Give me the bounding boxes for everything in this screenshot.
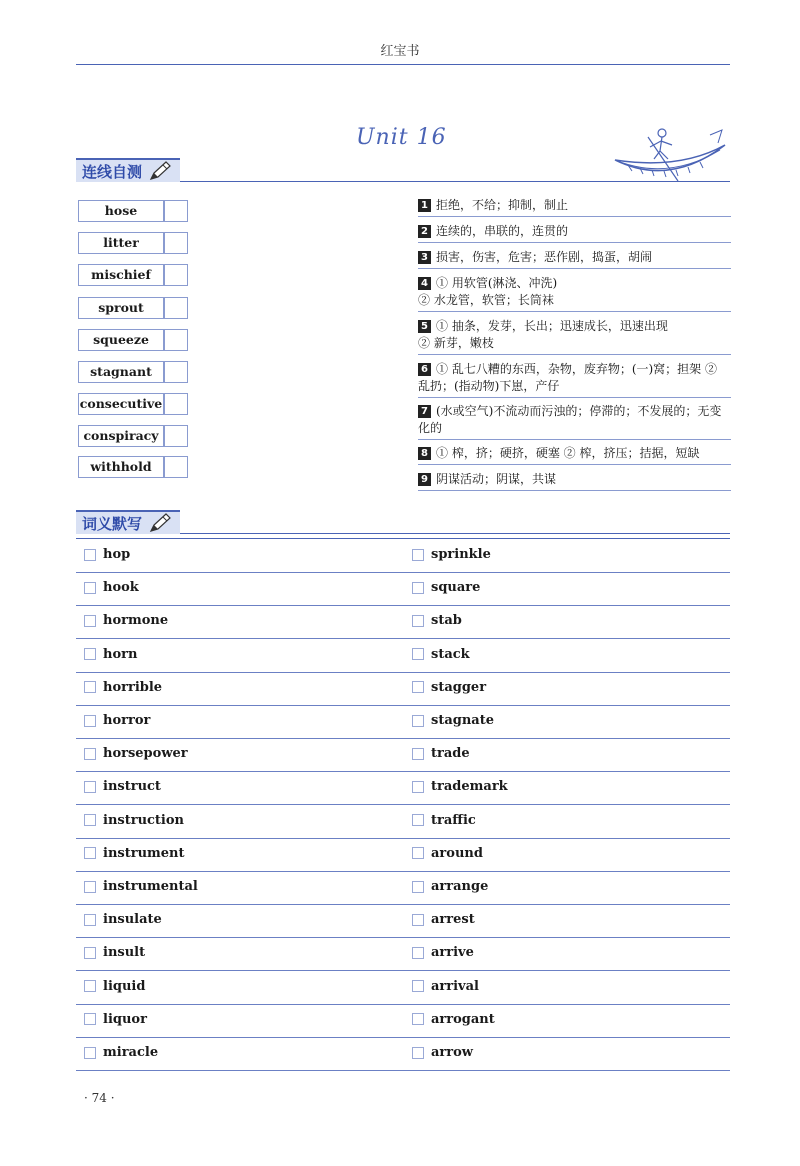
vocab-cell-right xyxy=(412,1045,473,1060)
checkbox[interactable] xyxy=(412,1013,424,1025)
header-rule xyxy=(76,64,730,65)
vocab-word: insulate xyxy=(103,912,162,928)
checkbox[interactable] xyxy=(412,681,424,693)
definition-item xyxy=(418,223,731,243)
checkbox[interactable] xyxy=(412,980,424,992)
vocab-row xyxy=(76,539,730,573)
vocab-word: miracle xyxy=(103,1045,159,1060)
definition-text: ① 乱七八糟的东西，杂物，废弃物；(一)窝；担架 ② 乱扔；(指动物)下崽，产仔 xyxy=(418,362,717,393)
vocab-row xyxy=(76,904,730,938)
matching-heading: 连线自测 xyxy=(82,162,143,181)
checkbox[interactable] xyxy=(84,1013,96,1025)
pencil-icon xyxy=(148,160,172,182)
checkbox[interactable] xyxy=(84,947,96,959)
vocab-word: sprinkle xyxy=(431,547,491,562)
vocab-word: stab xyxy=(431,613,462,629)
checkbox[interactable] xyxy=(412,615,424,627)
checkbox[interactable] xyxy=(412,715,424,727)
vocab-cell-right xyxy=(412,613,462,628)
definition-item xyxy=(418,445,731,465)
vocab-word: liquor xyxy=(103,1011,147,1027)
vocab-cell-right xyxy=(412,746,470,761)
vocab-word: horrible xyxy=(103,679,163,695)
vocab-cell-right xyxy=(412,945,474,960)
vocab-cell-left xyxy=(84,779,161,794)
vocab-word: instruct xyxy=(103,779,161,795)
checkbox[interactable] xyxy=(412,648,424,660)
vocab-cell-right xyxy=(412,879,488,894)
checkbox[interactable] xyxy=(84,615,96,627)
vocab-row xyxy=(76,572,730,606)
definition-text: 拒绝，不给；抑制，制止 xyxy=(436,198,569,212)
checkbox[interactable] xyxy=(84,748,96,760)
checkbox[interactable] xyxy=(84,980,96,992)
definition-text: 连续的，串联的，连贯的 xyxy=(436,224,569,238)
definition-text: 损害，伤害，危害；恶作剧，捣蛋，胡闹 xyxy=(436,250,653,264)
definition-number: 2 xyxy=(418,225,431,238)
vocab-cell-left xyxy=(84,945,145,960)
vocab-row xyxy=(76,705,730,739)
definition-item xyxy=(418,249,731,269)
vocab-word: horror xyxy=(103,713,151,728)
vocab-word: arrogant xyxy=(431,1011,495,1027)
definition-item xyxy=(418,471,731,491)
vocab-cell-left xyxy=(84,580,139,595)
vocab-row xyxy=(76,738,730,772)
unit-title: Unit 16 xyxy=(356,125,447,150)
definition-text: ① 抽条，发芽，长出；迅速成长，迅速出现 ② 新芽，嫩枝 xyxy=(418,319,668,350)
vocab-word: arrival xyxy=(431,978,479,994)
definition-text: ① 榨，挤；硬挤，硬塞 ② 榨，挤压；拮据，短缺 xyxy=(436,446,700,460)
match-word: hose xyxy=(78,200,164,222)
checkbox[interactable] xyxy=(84,914,96,926)
checkbox[interactable] xyxy=(412,748,424,760)
vocab-row xyxy=(76,639,730,673)
checkbox[interactable] xyxy=(84,881,96,893)
vocab-cell-left xyxy=(84,680,162,695)
vocab-cell-right xyxy=(412,779,508,794)
vocab-word: liquid xyxy=(103,978,146,994)
vocab-row xyxy=(76,871,730,905)
vocab-word: arrive xyxy=(431,945,474,961)
match-word: conspiracy xyxy=(78,425,164,447)
vocab-word: arrow xyxy=(431,1045,473,1060)
match-answer-box[interactable] xyxy=(164,232,188,254)
checkbox[interactable] xyxy=(412,549,424,561)
definition-item xyxy=(418,361,731,398)
match-word: mischief xyxy=(78,264,164,286)
checkbox[interactable] xyxy=(412,814,424,826)
vocab-cell-right xyxy=(412,547,491,562)
vocab-cell-right xyxy=(412,912,475,927)
match-answer-box[interactable] xyxy=(164,361,188,383)
match-answer-box[interactable] xyxy=(164,425,188,447)
match-answer-box[interactable] xyxy=(164,264,188,286)
match-word: stagnant xyxy=(78,361,164,383)
checkbox[interactable] xyxy=(84,549,96,561)
definition-text: 阴谋活动；阴谋，共谋 xyxy=(436,472,557,486)
vocab-row xyxy=(76,605,730,639)
checkbox[interactable] xyxy=(412,847,424,859)
vocab-word: trade xyxy=(431,746,470,762)
vocab-cell-right xyxy=(412,713,494,728)
vocab-word: traffic xyxy=(431,812,476,828)
vocab-cell-left xyxy=(84,547,130,562)
vocab-word: hop xyxy=(103,547,131,562)
page-number: · 74 · xyxy=(84,1091,115,1105)
checkbox[interactable] xyxy=(84,715,96,727)
pencil-icon xyxy=(148,512,172,534)
vocab-cell-right xyxy=(412,846,483,861)
definition-number: 4 xyxy=(418,277,431,290)
match-word: sprout xyxy=(78,297,164,319)
checkbox[interactable] xyxy=(84,847,96,859)
vocab-word: instrument xyxy=(103,845,185,861)
definition-number: 5 xyxy=(418,320,431,333)
vocab-row xyxy=(76,672,730,706)
vocab-cell-left xyxy=(84,846,185,861)
definition-number: 6 xyxy=(418,363,431,376)
definition-number: 8 xyxy=(418,447,431,460)
definition-number: 1 xyxy=(418,199,431,212)
checkbox[interactable] xyxy=(84,1047,96,1059)
matching-section-header xyxy=(76,158,730,182)
checkbox[interactable] xyxy=(412,582,424,594)
match-word: squeeze xyxy=(78,329,164,351)
match-word: litter xyxy=(78,232,164,254)
definition-number: 7 xyxy=(418,405,431,418)
vocab-row xyxy=(76,838,730,872)
checkbox[interactable] xyxy=(412,881,424,893)
match-word: consecutive xyxy=(78,393,164,415)
vocab-word: instrumental xyxy=(103,879,198,894)
definition-item xyxy=(418,275,731,312)
vocab-row xyxy=(76,1004,730,1038)
vocab-word: stagger xyxy=(431,679,487,695)
vocab-cell-right xyxy=(412,813,476,828)
vocab-word: hormone xyxy=(103,613,169,629)
vocab-row xyxy=(76,937,730,971)
checkbox[interactable] xyxy=(412,947,424,959)
vocab-cell-left xyxy=(84,912,162,927)
vocab-cell-right xyxy=(412,647,470,662)
match-answer-box[interactable] xyxy=(164,329,188,351)
match-answer-box[interactable] xyxy=(164,200,188,222)
checkbox[interactable] xyxy=(84,781,96,793)
vocab-word: around xyxy=(431,845,483,861)
vocab-cell-left xyxy=(84,713,150,728)
vocab-cell-left xyxy=(84,979,145,994)
match-answer-box[interactable] xyxy=(164,456,188,478)
vocab-word: instruction xyxy=(103,812,184,828)
match-word: withhold xyxy=(78,456,164,478)
vocab-word: horsepower xyxy=(103,746,188,762)
vocab-cell-left xyxy=(84,647,137,662)
vocab-cell-left xyxy=(84,1012,147,1027)
vocab-cell-left xyxy=(84,746,188,761)
checkbox[interactable] xyxy=(84,648,96,660)
vocab-word: square xyxy=(431,580,481,596)
vocab-word: stagnate xyxy=(431,713,494,728)
checkbox[interactable] xyxy=(84,814,96,826)
vocab-section-header xyxy=(76,510,730,534)
vocab-word: hook xyxy=(103,580,139,596)
vocab-cell-right xyxy=(412,1012,495,1027)
vocab-word: arrest xyxy=(431,912,475,928)
page-header-title: 红宝书 xyxy=(380,44,420,59)
vocab-heading: 词义默写 xyxy=(82,514,143,533)
vocab-cell-right xyxy=(412,979,479,994)
vocab-cell-left xyxy=(84,613,168,628)
checkbox[interactable] xyxy=(412,781,424,793)
vocab-cell-right xyxy=(412,680,486,695)
definition-text: (水或空气)不流动而污浊的；停滞的；不发展的；无变化的 xyxy=(418,404,722,435)
match-answer-box[interactable] xyxy=(164,393,188,415)
vocab-word: horn xyxy=(103,646,138,662)
match-answer-box[interactable] xyxy=(164,297,188,319)
definition-number: 3 xyxy=(418,251,431,264)
vocab-word: trademark xyxy=(431,779,508,795)
vocab-word: stack xyxy=(431,646,470,662)
vocab-cell-right xyxy=(412,580,480,595)
vocab-cell-left xyxy=(84,1045,158,1060)
definition-item xyxy=(418,403,731,440)
definition-number: 9 xyxy=(418,473,431,486)
checkbox[interactable] xyxy=(84,681,96,693)
checkbox[interactable] xyxy=(84,582,96,594)
checkbox[interactable] xyxy=(412,914,424,926)
definition-item xyxy=(418,318,731,355)
vocab-row xyxy=(76,1037,730,1071)
vocab-word: arrange xyxy=(431,879,489,894)
checkbox[interactable] xyxy=(412,1047,424,1059)
vocab-cell-left xyxy=(84,879,198,894)
vocab-row xyxy=(76,771,730,805)
vocab-row xyxy=(76,805,730,839)
vocab-word: insult xyxy=(103,945,146,961)
definition-text: ① 用软管(淋浇、冲洗) ② 水龙管，软管；长筒袜 xyxy=(418,276,558,307)
vocab-cell-left xyxy=(84,813,184,828)
vocab-row xyxy=(76,971,730,1005)
definition-item xyxy=(418,197,731,217)
